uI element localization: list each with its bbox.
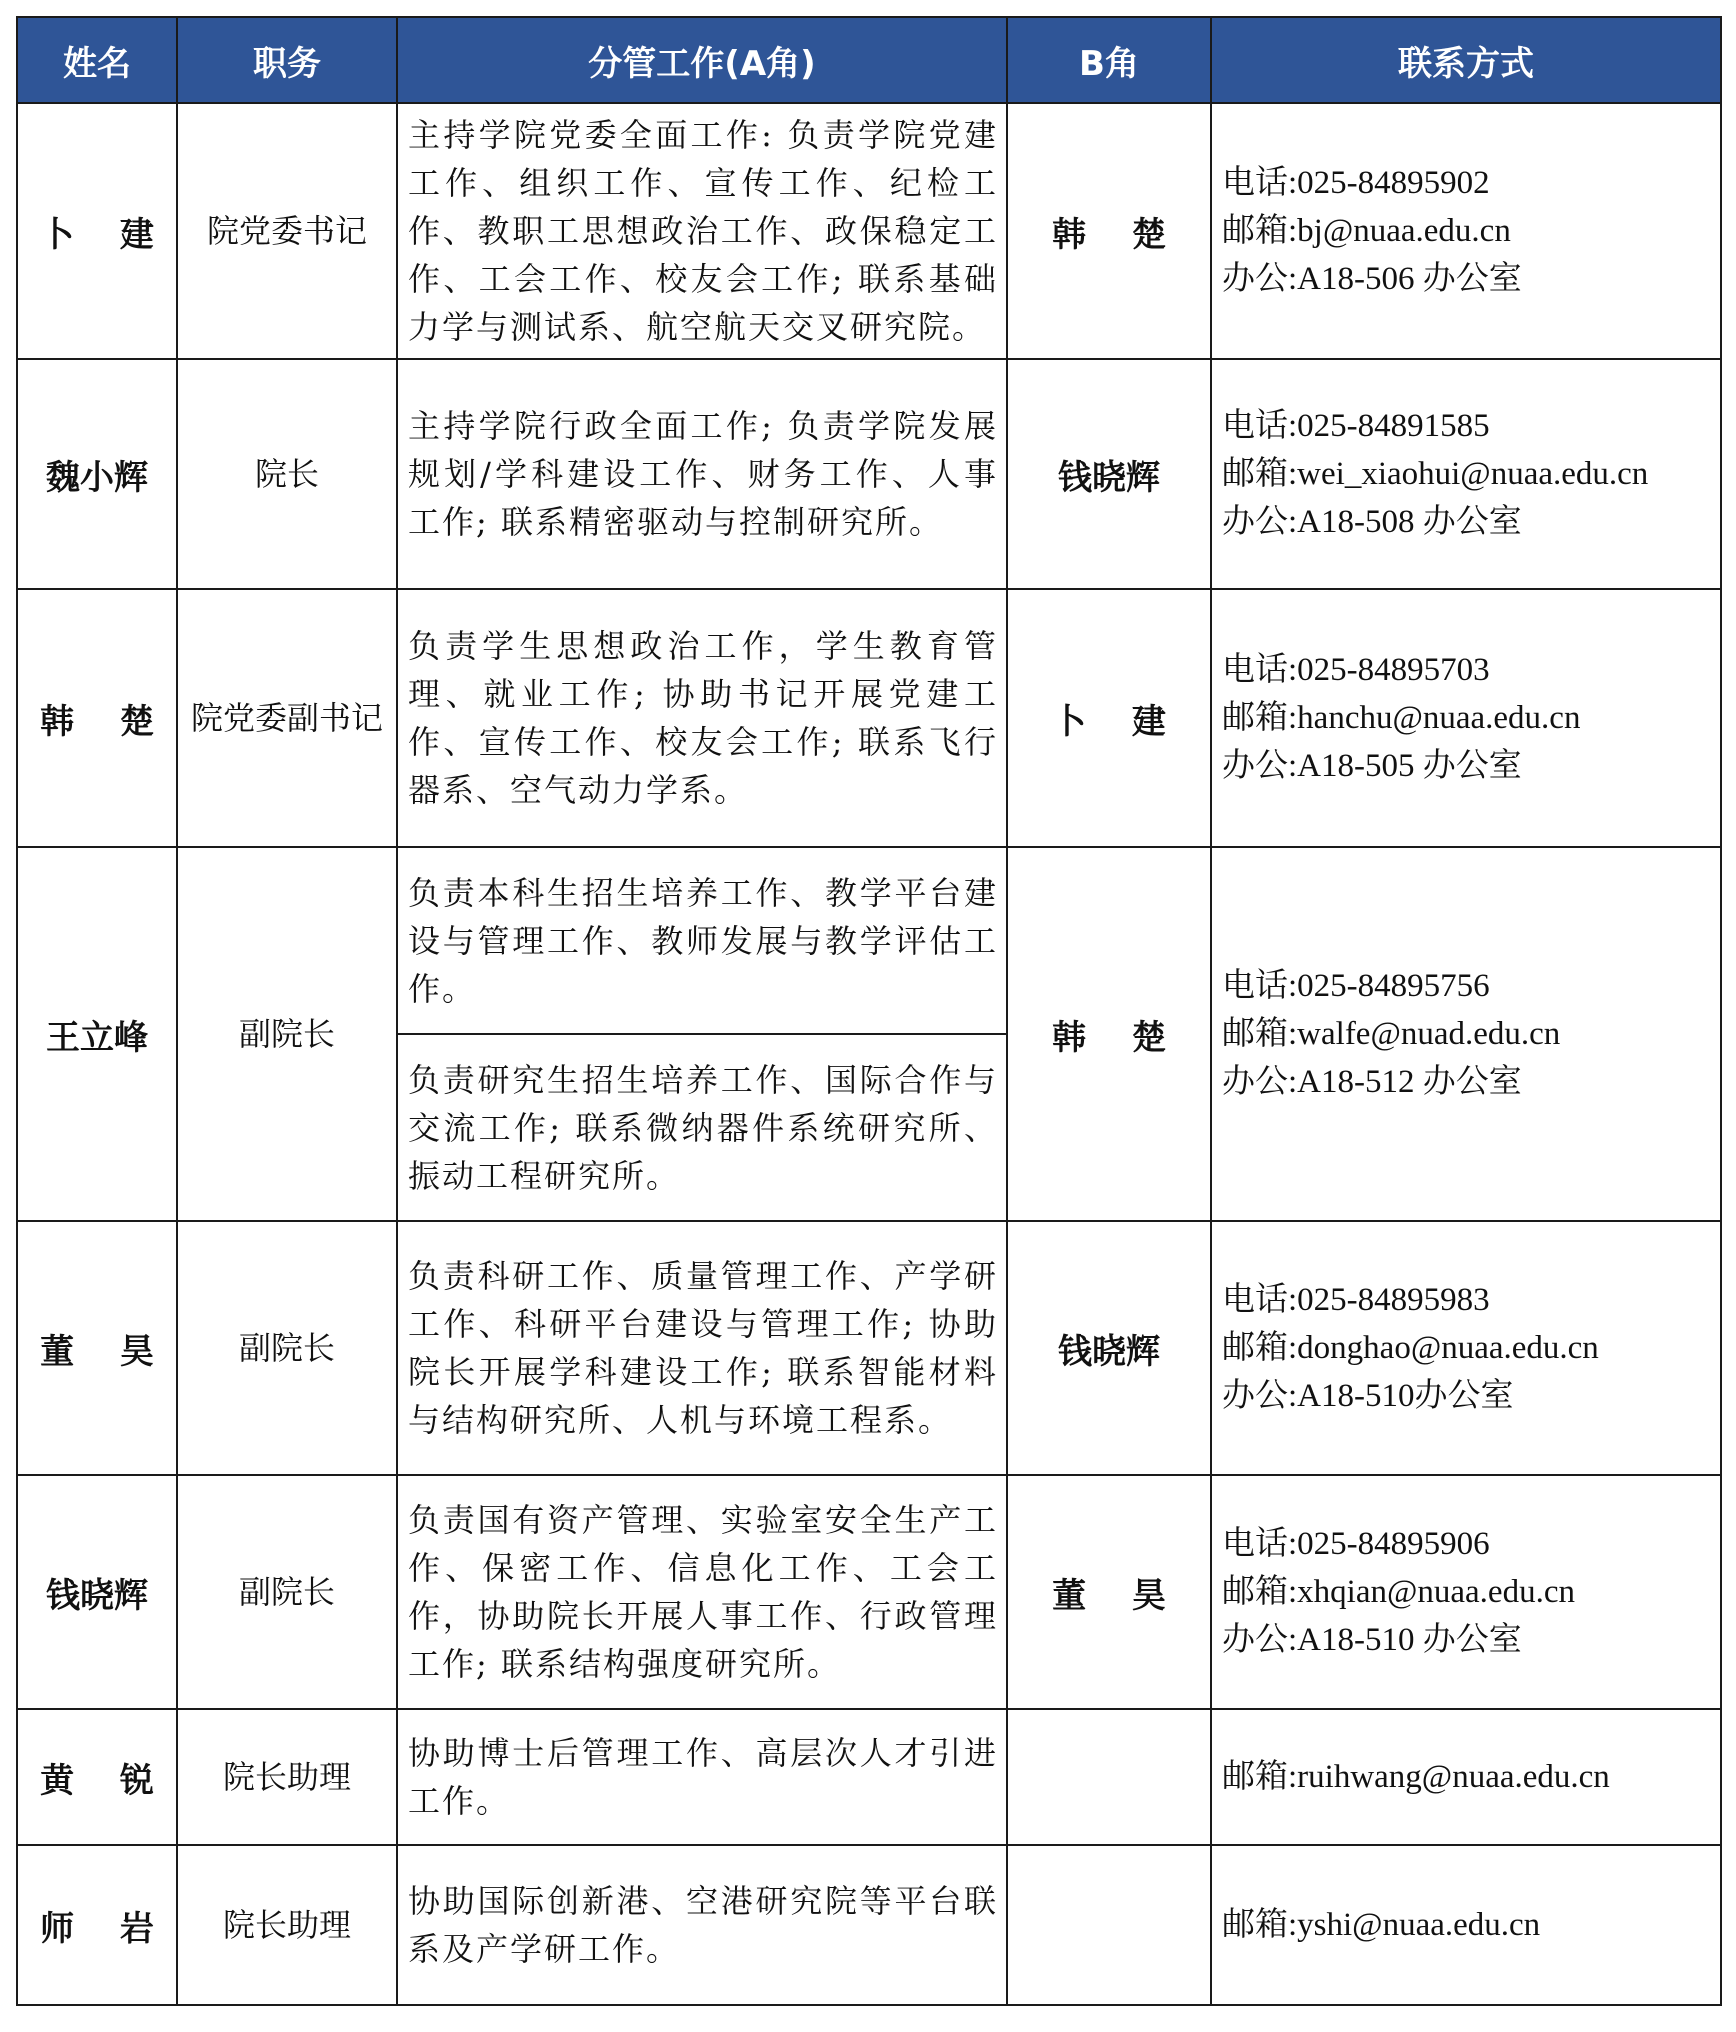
b-role: 韩 楚	[1007, 847, 1211, 1221]
b-role: 卜 建	[1007, 589, 1211, 847]
contact-phone: 电话:025-84895906	[1222, 1526, 1490, 1562]
contact-email: 邮箱:xhqian@nuaa.edu.cn	[1222, 1574, 1575, 1610]
contact-info	[1211, 1475, 1721, 1709]
contact-email: 邮箱:ruihwang@nuaa.edu.cn	[1222, 1759, 1610, 1795]
person-position: 院党委副书记	[177, 589, 397, 847]
contact-info	[1211, 589, 1721, 847]
b-role: 钱晓辉	[1007, 359, 1211, 589]
table-row	[17, 1709, 1721, 1845]
duty-a-split	[397, 847, 1007, 1221]
duty-a: 协助国际创新港、空港研究院等平台联系及产学研工作。	[397, 1845, 1007, 2005]
person-position: 副院长	[177, 847, 397, 1221]
leadership-table-container	[16, 16, 1720, 2006]
duty-a-secondary: 负责研究生招生培养工作、国际合作与交流工作; 联系微纳器件系统研究所、振动工程研究所。	[398, 1034, 1006, 1220]
b-role	[1007, 1845, 1211, 2005]
table-row	[17, 1221, 1721, 1475]
b-role: 钱晓辉	[1007, 1221, 1211, 1475]
contact-info	[1211, 847, 1721, 1221]
contact-phone: 电话:025-84895756	[1222, 968, 1490, 1004]
b-role: 董 昊	[1007, 1475, 1211, 1709]
person-position: 院长助理	[177, 1845, 397, 2005]
person-name: 韩 楚	[17, 589, 177, 847]
table-row	[17, 103, 1721, 359]
b-role	[1007, 1709, 1211, 1845]
person-position: 副院长	[177, 1475, 397, 1709]
contact-office: 办公:A18-506 办公室	[1222, 261, 1522, 297]
contact-office: 办公:A18-505 办公室	[1222, 748, 1522, 784]
person-position: 院长助理	[177, 1709, 397, 1845]
header-contact: 联系方式	[1211, 17, 1721, 103]
duty-a: 主持学院行政全面工作; 负责学院发展规划/学科建设工作、财务工作、人事工作; 联系精密驱动与控制研究所。	[397, 359, 1007, 589]
contact-office: 办公:A18-510办公室	[1222, 1378, 1514, 1414]
person-name: 钱晓辉	[17, 1475, 177, 1709]
duty-a-subtable	[398, 848, 1006, 1220]
person-name: 董 昊	[17, 1221, 177, 1475]
duty-a: 协助博士后管理工作、高层次人才引进工作。	[397, 1709, 1007, 1845]
contact-phone: 电话:025-84895983	[1222, 1282, 1490, 1318]
header-row	[17, 17, 1721, 103]
contact-info	[1211, 1845, 1721, 2005]
table-row	[17, 359, 1721, 589]
contact-email: 邮箱:hanchu@nuaa.edu.cn	[1222, 700, 1581, 736]
person-name: 卜 建	[17, 103, 177, 359]
contact-email: 邮箱:bj@nuaa.edu.cn	[1222, 213, 1511, 249]
header-role-b: B角	[1007, 17, 1211, 103]
person-name: 黄 锐	[17, 1709, 177, 1845]
duty-a: 主持学院党委全面工作: 负责学院党建工作、组织工作、宣传工作、纪检工作、教职工思想政治工作、政保稳定工作、工会工作、校友会工作; 联系基础力学与测试系、航空航天交叉研究院。	[397, 103, 1007, 359]
person-name: 魏小辉	[17, 359, 177, 589]
person-name: 王立峰	[17, 847, 177, 1221]
contact-office: 办公:A18-508 办公室	[1222, 504, 1522, 540]
person-name: 师 岩	[17, 1845, 177, 2005]
contact-phone: 电话:025-84895902	[1222, 165, 1490, 201]
contact-info	[1211, 1709, 1721, 1845]
duty-a: 负责学生思想政治工作，学生教育管理、就业工作; 协助书记开展党建工作、宣传工作、校友会工作; 联系飞行器系、空气动力学系。	[397, 589, 1007, 847]
table-row	[17, 589, 1721, 847]
contact-email: 邮箱:wei_xiaohui@nuaa.edu.cn	[1222, 456, 1649, 492]
header-name: 姓名	[17, 17, 177, 103]
person-position: 院长	[177, 359, 397, 589]
table-row	[17, 1845, 1721, 2005]
contact-phone: 电话:025-84891585	[1222, 408, 1490, 444]
contact-info	[1211, 1221, 1721, 1475]
contact-email: 邮箱:yshi@nuaa.edu.cn	[1222, 1907, 1541, 1943]
contact-office: 办公:A18-510 办公室	[1222, 1622, 1522, 1658]
person-position: 副院长	[177, 1221, 397, 1475]
contact-info	[1211, 359, 1721, 589]
b-role: 韩 楚	[1007, 103, 1211, 359]
duty-a: 负责科研工作、质量管理工作、产学研工作、科研平台建设与管理工作; 协助院长开展学科建设工作; 联系智能材料与结构研究所、人机与环境工程系。	[397, 1221, 1007, 1475]
table-row	[17, 847, 1721, 1221]
contact-email: 邮箱:walfe@nuad.edu.cn	[1222, 1016, 1561, 1052]
contact-info	[1211, 103, 1721, 359]
header-position: 职务	[177, 17, 397, 103]
header-duty-a: 分管工作(A角)	[397, 17, 1007, 103]
contact-phone: 电话:025-84895703	[1222, 652, 1490, 688]
duty-a: 负责本科生招生培养工作、教学平台建设与管理工作、教师发展与教学评估工作。	[408, 873, 998, 1008]
table-row	[17, 1475, 1721, 1709]
contact-email: 邮箱:donghao@nuaa.edu.cn	[1222, 1330, 1599, 1366]
duty-a: 负责国有资产管理、实验室安全生产工作、保密工作、信息化工作、工会工作，协助院长开展人事工作、行政管理工作; 联系结构强度研究所。	[397, 1475, 1007, 1709]
contact-office: 办公:A18-512 办公室	[1222, 1064, 1522, 1100]
leadership-table	[16, 16, 1722, 2006]
person-position: 院党委书记	[177, 103, 397, 359]
